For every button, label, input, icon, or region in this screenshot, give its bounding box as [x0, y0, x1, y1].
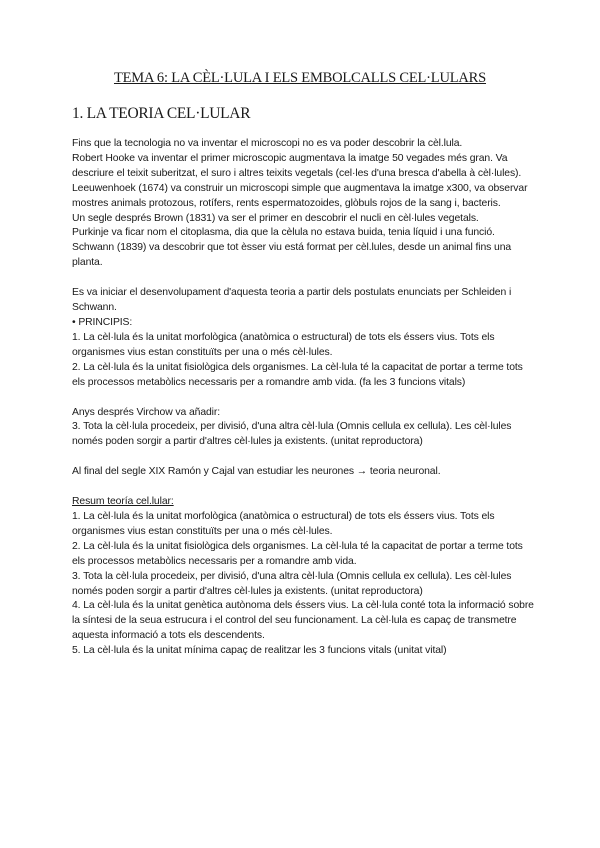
list-item: 2. La cèl·lula és la unitat fisiològica dels organismes. La cèl·lula té la capacitat de portar a terme tots els processos metabòlics necessaris per a romandre amb vida. [72, 540, 523, 567]
paragraph: Es va iniciar el desenvolupament d'aquesta teoria a partir dels postulats enunciats per Schleiden i Schwann. [72, 287, 512, 314]
list-item: 5. La cèl·lula és la unitat mínima capaç de realitzar les 3 funcions vitals (unitat vital) [72, 645, 447, 657]
list-item: 1. La cèl·lula és la unitat morfològica (anatòmica o estructural) de tots els éssers vius. Tots els organismes vius estan constituïts per una o més cèl·lules. [72, 331, 495, 358]
section-heading: 1. LA TEORIA CEL·LULAR [72, 105, 251, 122]
principis-label: • PRINCIPIS: [72, 316, 133, 328]
list-item: 1. La cèl·lula és la unitat morfològica (anatòmica o estructural) de tots els éssers vius. Tots els organismes vius estan constituïts per una o més cèl·lules. [72, 511, 495, 537]
list-item: 4. La cèl·lula és la unitat genètica autònoma dels éssers vius. La cèl·lula conté tota la informació sobre la síntesi de la seua estrucura i el control del seu funcionament. La cèl·lula es capaç de transmetre aquesta informació a tots els descendents. [72, 600, 534, 642]
summary-heading: Resum teoría cel.lular: [72, 496, 174, 508]
list-item: 3. Tota la cèl·lula procedeix, per divisió, d'una altra cèl·lula (Omnis cellula ex cellula). Les cèl·lules només poden sorgir a partir d'altres cèl·lules ja existents. (unitat reproductora) [72, 421, 512, 448]
document-body [72, 137, 534, 659]
list-item: 3. Tota la cèl·lula procedeix, per divisió, d'una altra cèl·lula (Omnis cellula ex cellula). Les cèl·lules només poden sorgir a partir d'altres cèl·lules ja existents. (unitat reproductora) [72, 570, 512, 597]
paragraph: Schwann (1839) va descobrir que tot èsser viu está format per cèl.lules, desde un animal fins una planta. [72, 242, 512, 269]
paragraph: Leeuwenhoek (1674) va construir un microscopi simple que augmentava la imatge x300, va observar mostres animals protozous, rotífers, rents espermatozoides, glòbuls rojos de la sang i, bacteris. [72, 182, 528, 209]
paragraph: Al final del segle XIX Ramón y Cajal van estudiar les neurones → teoria neuronal. [72, 466, 441, 478]
paragraph: Fins que la tecnologia no va inventar el microscopi no es va poder descobrir la cèl.lula. [72, 138, 463, 149]
paragraph: Robert Hooke va inventar el primer microscopic augmentava la imatge 50 vegades més gran. Va descriure el teixit suberitzat, el suro i altres teixits vegetals (cel·les d'una bresca d'abella à cèl·lules). [72, 152, 522, 179]
document-title: TEMA 6: LA CÈL·LULA I ELS EMBOLCALLS CEL·LULARS [113, 70, 487, 86]
paragraph: Un segle després Brown (1831) va ser el primer en descobrir el nucli en cèl·lules vegetals. [72, 212, 479, 224]
paragraph: Anys després Virchow va añadir: [72, 406, 221, 418]
list-item: 2. La cèl·lula és la unitat fisiològica dels organismes. La cèl·lula té la capacitat de portar a terme tots els processos metabòlics necessaris per a romandre amb vida. (fa les 3 funcions vitals) [72, 361, 523, 388]
paragraph: Purkinje va ficar nom el citoplasma, dia que la cèlula no estava buida, tenia líquid i una funció. [72, 227, 495, 239]
